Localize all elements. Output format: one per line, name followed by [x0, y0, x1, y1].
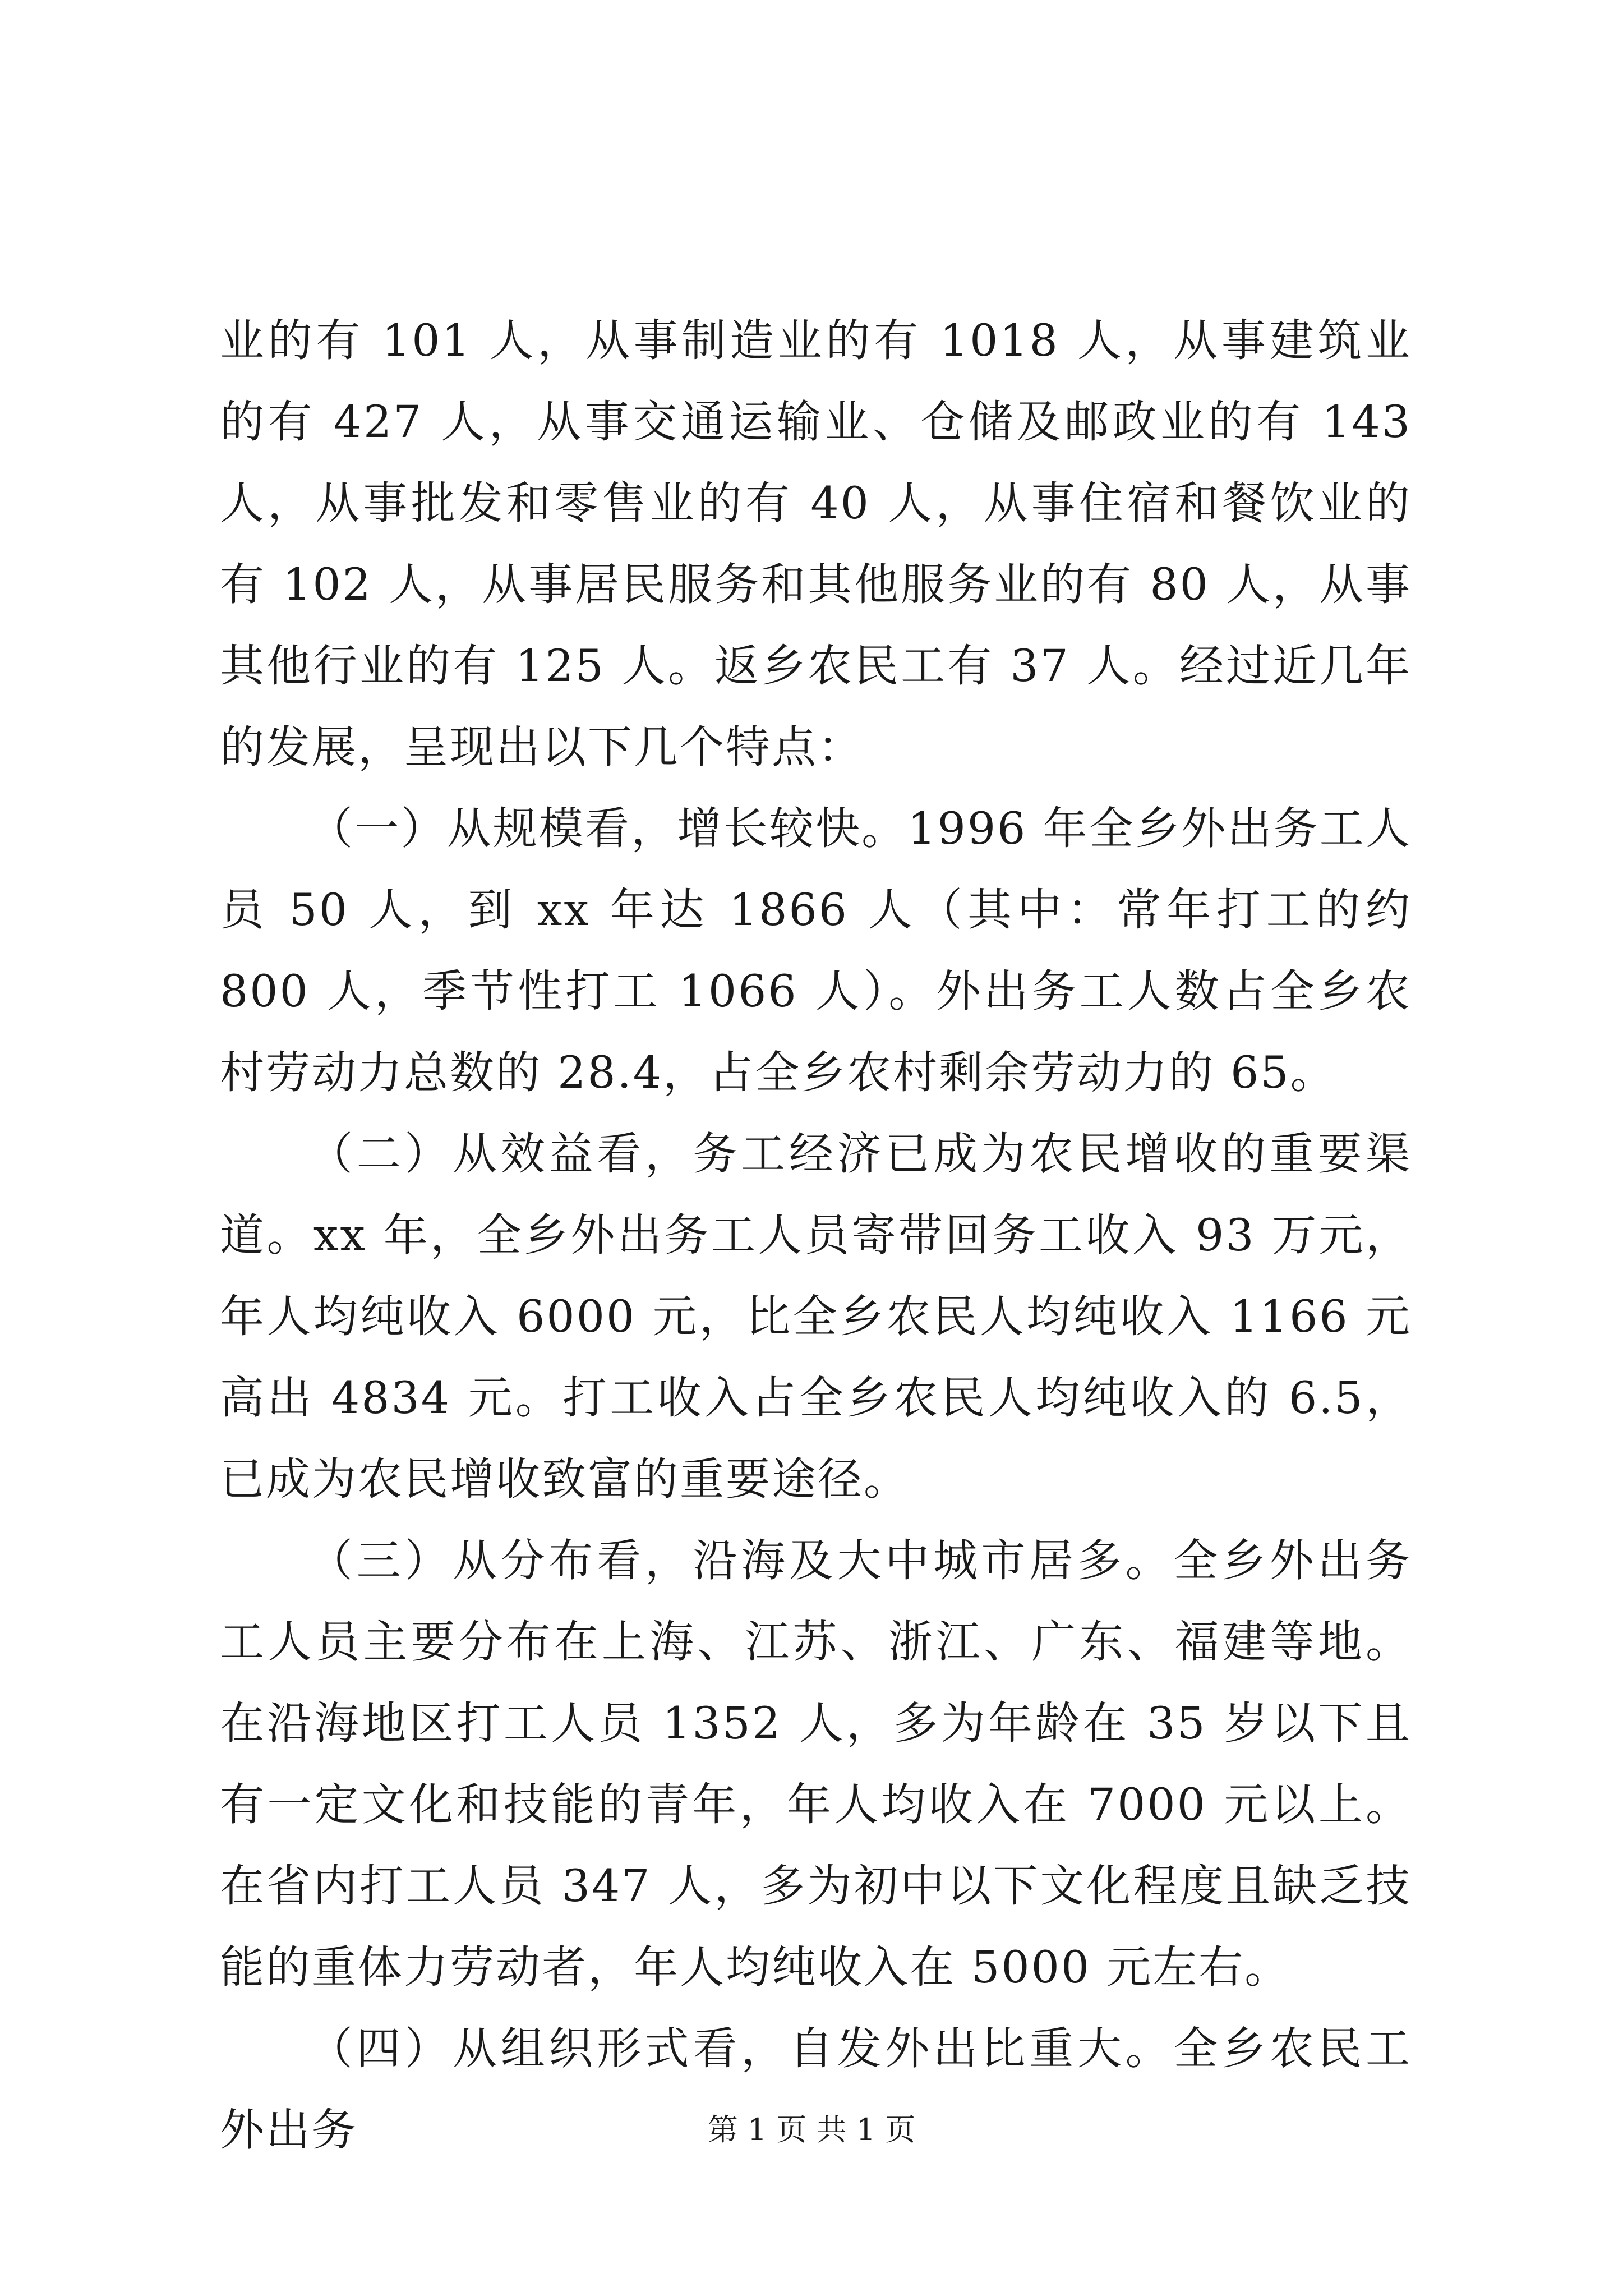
paragraph-distribution: （三）从分布看，沿海及大中城市居多。全乡外出务工人员主要分布在上海、江苏、浙江、广东、福建等地。在沿海地区打工人员 1352 人，多为年龄在 35 岁以下且有一定文化和技能的青年，年人均收入在 7000 元以上。在省内打工人员 347 人，多为初中以下文化程度且缺乏技能的重体力劳动者，年人均纯收入在 5000 元左右。 — [220, 1535, 1412, 1993]
paragraph-benefit: （二）从效益看，务工经济已成为农民增收的重要渠道。xx 年，全乡外出务工人员寄带回务工收入 93 万元，年人均纯收入 6000 元，比全乡农民人均纯收入 1166 元高出 4834 元。打工收入占全乡农民人均纯收入的 6.5，已成为农民增收致富的重要途径。 — [220, 1128, 1412, 1505]
paragraph-scale: （一）从规模看，增长较快。1996 年全乡外出务工人员 50 人，到 xx 年达 1866 人（其中：常年打工的约 800 人，季节性打工 1066 人）。外出务工人数占全乡农村劳动力总数的 28.4，占全乡农村剩余劳动力的 65。 — [220, 803, 1412, 1098]
page-number: 第 1 页 共 1 页 — [707, 2112, 916, 2147]
document-body — [220, 300, 1412, 2171]
paragraph-organization: （四）从组织形式看，自发外出比重大。全乡农民工外出务 — [220, 2023, 1412, 2156]
paragraph-workforce-by-industry: 业的有 101 人，从事制造业的有 1018 人，从事建筑业的有 427 人，从事交通运输业、仓储及邮政业的有 143 人，从事批发和零售业的有 40 人，从事住宿和餐饮业的有 102 人，从事居民服务和其他服务业的有 80 人，从事其他行业的有 125 人。返乡农民工有 37 人。经过近几年的发展，呈现出以下几个特点： — [220, 315, 1412, 773]
page-footer — [0, 2110, 1623, 2150]
